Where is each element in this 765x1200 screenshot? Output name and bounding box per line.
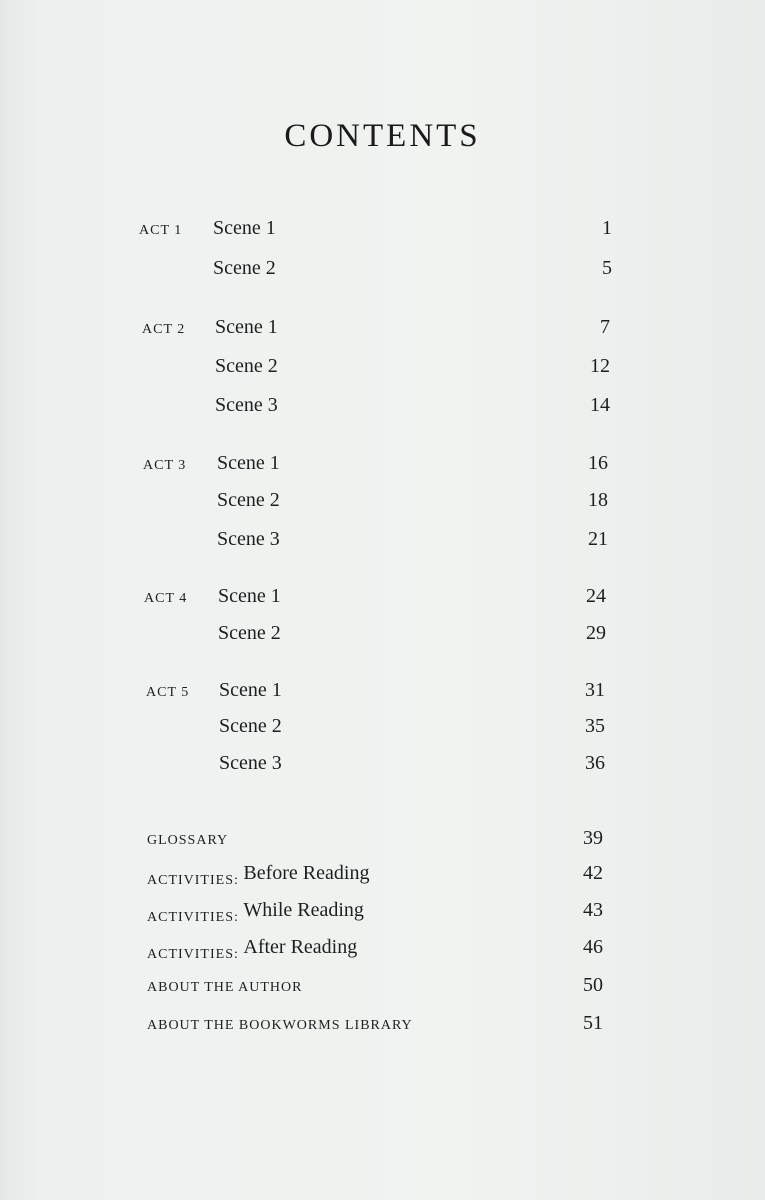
page-number: 39 [583, 827, 603, 849]
scene-label: Scene 2 [215, 355, 278, 377]
toc-row-glossary [0, 827, 765, 857]
toc-row-activities-before [0, 862, 765, 892]
toc-row [0, 715, 765, 745]
scene-label: Scene 3 [215, 394, 278, 416]
scene-label: Scene 2 [218, 622, 281, 644]
section-label: ACTIVITIES: Before Reading [147, 862, 370, 888]
toc-row-about-author [0, 974, 765, 1004]
section-label: ACTIVITIES: After Reading [147, 936, 358, 962]
act-label: ACT 3 [143, 458, 187, 473]
toc-row [0, 679, 765, 709]
toc-row [0, 752, 765, 782]
scene-label: Scene 3 [219, 752, 282, 774]
toc-row-activities-after [0, 936, 765, 966]
page-number: 46 [583, 936, 603, 958]
scene-label: Scene 1 [219, 679, 282, 701]
toc-row-activities-while [0, 899, 765, 929]
scene-label: Scene 3 [217, 528, 280, 550]
toc-row [0, 316, 765, 346]
act-label: ACT 5 [146, 685, 190, 700]
toc-row [0, 217, 765, 247]
page-number: 1 [602, 217, 612, 239]
toc-row [0, 489, 765, 519]
toc-row [0, 355, 765, 385]
page-number: 42 [583, 862, 603, 884]
toc-row [0, 394, 765, 424]
scene-label: Scene 1 [218, 585, 281, 607]
toc-row [0, 452, 765, 482]
scene-label: Scene 1 [217, 452, 280, 474]
toc-row [0, 622, 765, 652]
page-number: 50 [583, 974, 603, 996]
section-label: ABOUT THE AUTHOR [147, 980, 303, 995]
scene-label: Scene 1 [213, 217, 276, 239]
section-label: ABOUT THE BOOKWORMS LIBRARY [147, 1018, 413, 1033]
section-label: ACTIVITIES: While Reading [147, 899, 364, 925]
act-label: ACT 1 [139, 223, 183, 238]
act-label: ACT 4 [144, 591, 188, 606]
page-number: 24 [586, 585, 606, 607]
scene-label: Scene 2 [217, 489, 280, 511]
section-label: GLOSSARY [147, 833, 229, 848]
page-number: 35 [585, 715, 605, 737]
page-number: 31 [585, 679, 605, 701]
page-number: 21 [588, 528, 608, 550]
page-number: 36 [585, 752, 605, 774]
page-number: 12 [590, 355, 610, 377]
scene-label: Scene 2 [213, 257, 276, 279]
scene-label: Scene 2 [219, 715, 282, 737]
page-number: 14 [590, 394, 610, 416]
page-number: 51 [583, 1012, 603, 1034]
toc-row [0, 585, 765, 615]
page-number: 5 [602, 257, 612, 279]
page-number: 18 [588, 489, 608, 511]
page-number: 43 [583, 899, 603, 921]
toc-row-about-library [0, 1012, 765, 1042]
toc-row [0, 528, 765, 558]
act-label: ACT 2 [142, 322, 186, 337]
contents-title: CONTENTS [284, 118, 481, 154]
page-number: 7 [600, 316, 610, 338]
scene-label: Scene 1 [215, 316, 278, 338]
page-number: 16 [588, 452, 608, 474]
page-number: 29 [586, 622, 606, 644]
toc-row [0, 257, 765, 287]
